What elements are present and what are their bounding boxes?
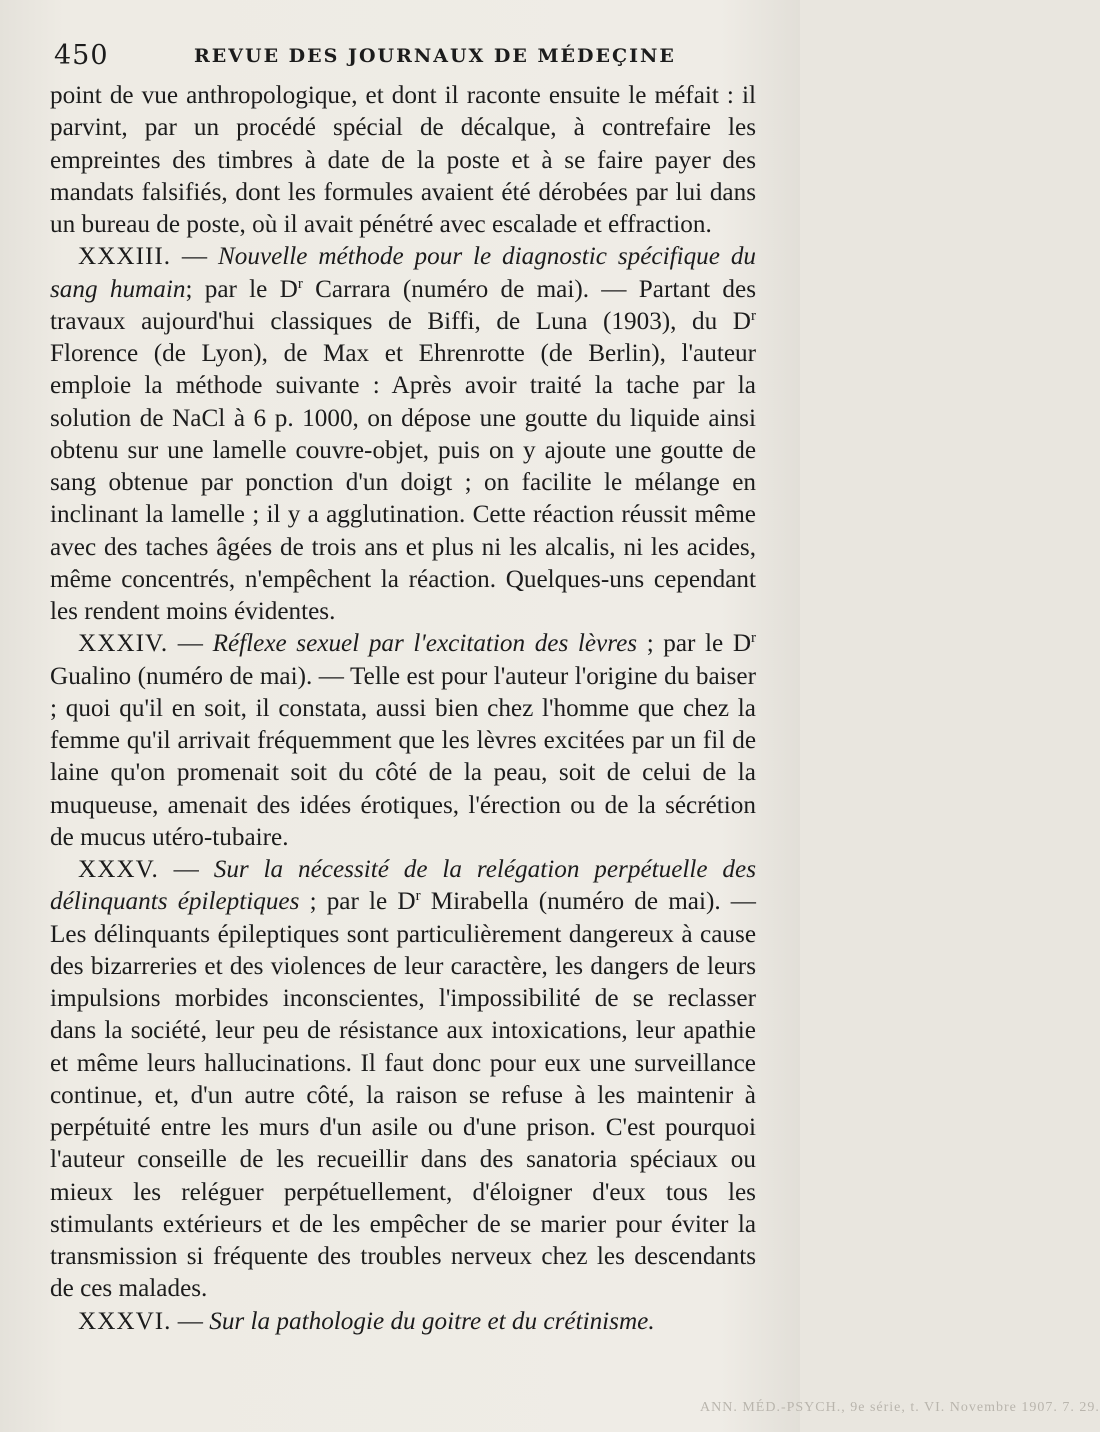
section-author-prefix: ; par le D	[299, 888, 416, 916]
running-head: REVUE DES JOURNAUX DE MÉDEÇINE	[194, 45, 676, 67]
section-author: Gualino (numéro de mai). —	[50, 662, 351, 690]
article-body	[50, 80, 756, 1338]
section-author: Carrara (numéro de mai). —	[302, 275, 639, 303]
superscript: r	[297, 275, 303, 292]
section-text: Partant des travaux aujourd'hui classiques de Biffi, de Luna (1903), du D	[50, 275, 757, 335]
section-author-prefix: ; par le D	[185, 275, 298, 303]
superscript: r	[751, 307, 756, 324]
section-number: XXXIII.	[78, 243, 172, 271]
section-title: Sur la pathologie du goitre et du crétinisme.	[209, 1307, 655, 1335]
page-number: 450	[54, 40, 109, 71]
section-text: Telle est pour l'auteur l'origine du baiser ; quoi qu'il en soit, il constata, aussi bien chez l'homme que chez la femme qu'il arrivait fréquemment que les lèvres excitées par un fil de laine qu'on promenait soit du côté de la peau, soit de celui de la muqueuse, amenait des idées érotiques, l'érection ou de la sécrétion de mucus utéro-tubaire.	[50, 662, 756, 851]
section-xxxiii	[50, 241, 756, 628]
page-header	[52, 40, 760, 76]
section-text-continued: Florence (de Lyon), de Max et Ehrenrotte (de Berlin), l'auteur emploie la méthode suivante : Après avoir traité la tache par la solution de NaCl à 6 p. 1000, on dépose une goutte du liquide ainsi obtenu sur une lamelle couvre-objet, puis on y ajoute une goutte de sang obtenue par ponction d'un doigt ; on facilite le mélange en inclinant la lamelle ; il y a agglutination. Cette réaction réussit même avec des taches âgées de trois ans et plus ni les alcalis, ni les acides, même concentrés, n'empêchent la réaction. Quelques-uns cependant les rendent moins évidentes.	[50, 340, 756, 625]
section-dash: —	[168, 630, 213, 658]
section-title: Nouvelle méthode pour le diagnostic spécifique du sang humain	[50, 243, 757, 303]
section-title: Sur la nécessité de la relégation perpétuelle des délinquants épileptiques	[50, 856, 757, 916]
superscript: r	[415, 888, 421, 905]
section-number: XXXIV.	[78, 630, 169, 658]
section-number: XXXV.	[78, 856, 159, 883]
section-author: Mirabella (numéro de mai). —	[420, 888, 756, 916]
section-author-prefix: ; par le D	[637, 630, 752, 658]
section-xxxiv	[50, 628, 756, 854]
section-dash: —	[171, 243, 218, 271]
section-title: Réflexe sexuel par l'excitation des lèvres	[212, 630, 638, 658]
bleed-through-footer: ANN. MÉD.-PSYCH., 9e série, t. VI. Novembre 1907. 7. 29.	[700, 1400, 1100, 1415]
section-xxxvi	[50, 1306, 756, 1338]
section-dash: —	[158, 856, 214, 883]
superscript: r	[751, 630, 757, 647]
section-xxxv	[50, 854, 756, 1306]
paragraph-continuation: point de vue anthropologique, et dont il raconte ensuite le méfait : il parvint, par un procédé spécial de décalque, à contrefaire les empreintes des timbres à date de la poste et à se faire payer des mandats falsifiés, dont les formules avaient été dérobées par lui dans un bureau de poste, où il avait pénétré avec escalade et effraction.	[50, 82, 756, 238]
section-text: Les délinquants épileptiques sont particulièrement dangereux à cause des bizarreries et des violences de leur caractère, les dangers de leurs impulsions morbides inconscientes, l'impossibilité de se reclasser dans la société, leur peu de résistance aux intoxications, leur apathie et même leurs hallucinations. Il faut donc pour eux une surveillance continue, et, d'un autre côté, la raison se refuse à les maintenir à perpétuité entre les murs d'un asile ou d'une prison. C'est pourquoi l'auteur conseille de les recueillir dans des sanatoria spéciaux ou mieux les reléguer perpétuellement, d'éloigner d'eux tous les stimulants extérieurs et de les empêcher de se marier pour éviter la transmission si fréquente des troubles nerveux chez les descendants de ces malades.	[50, 920, 756, 1303]
section-number: XXXVI.	[78, 1307, 172, 1335]
section-dash: —	[171, 1307, 210, 1335]
